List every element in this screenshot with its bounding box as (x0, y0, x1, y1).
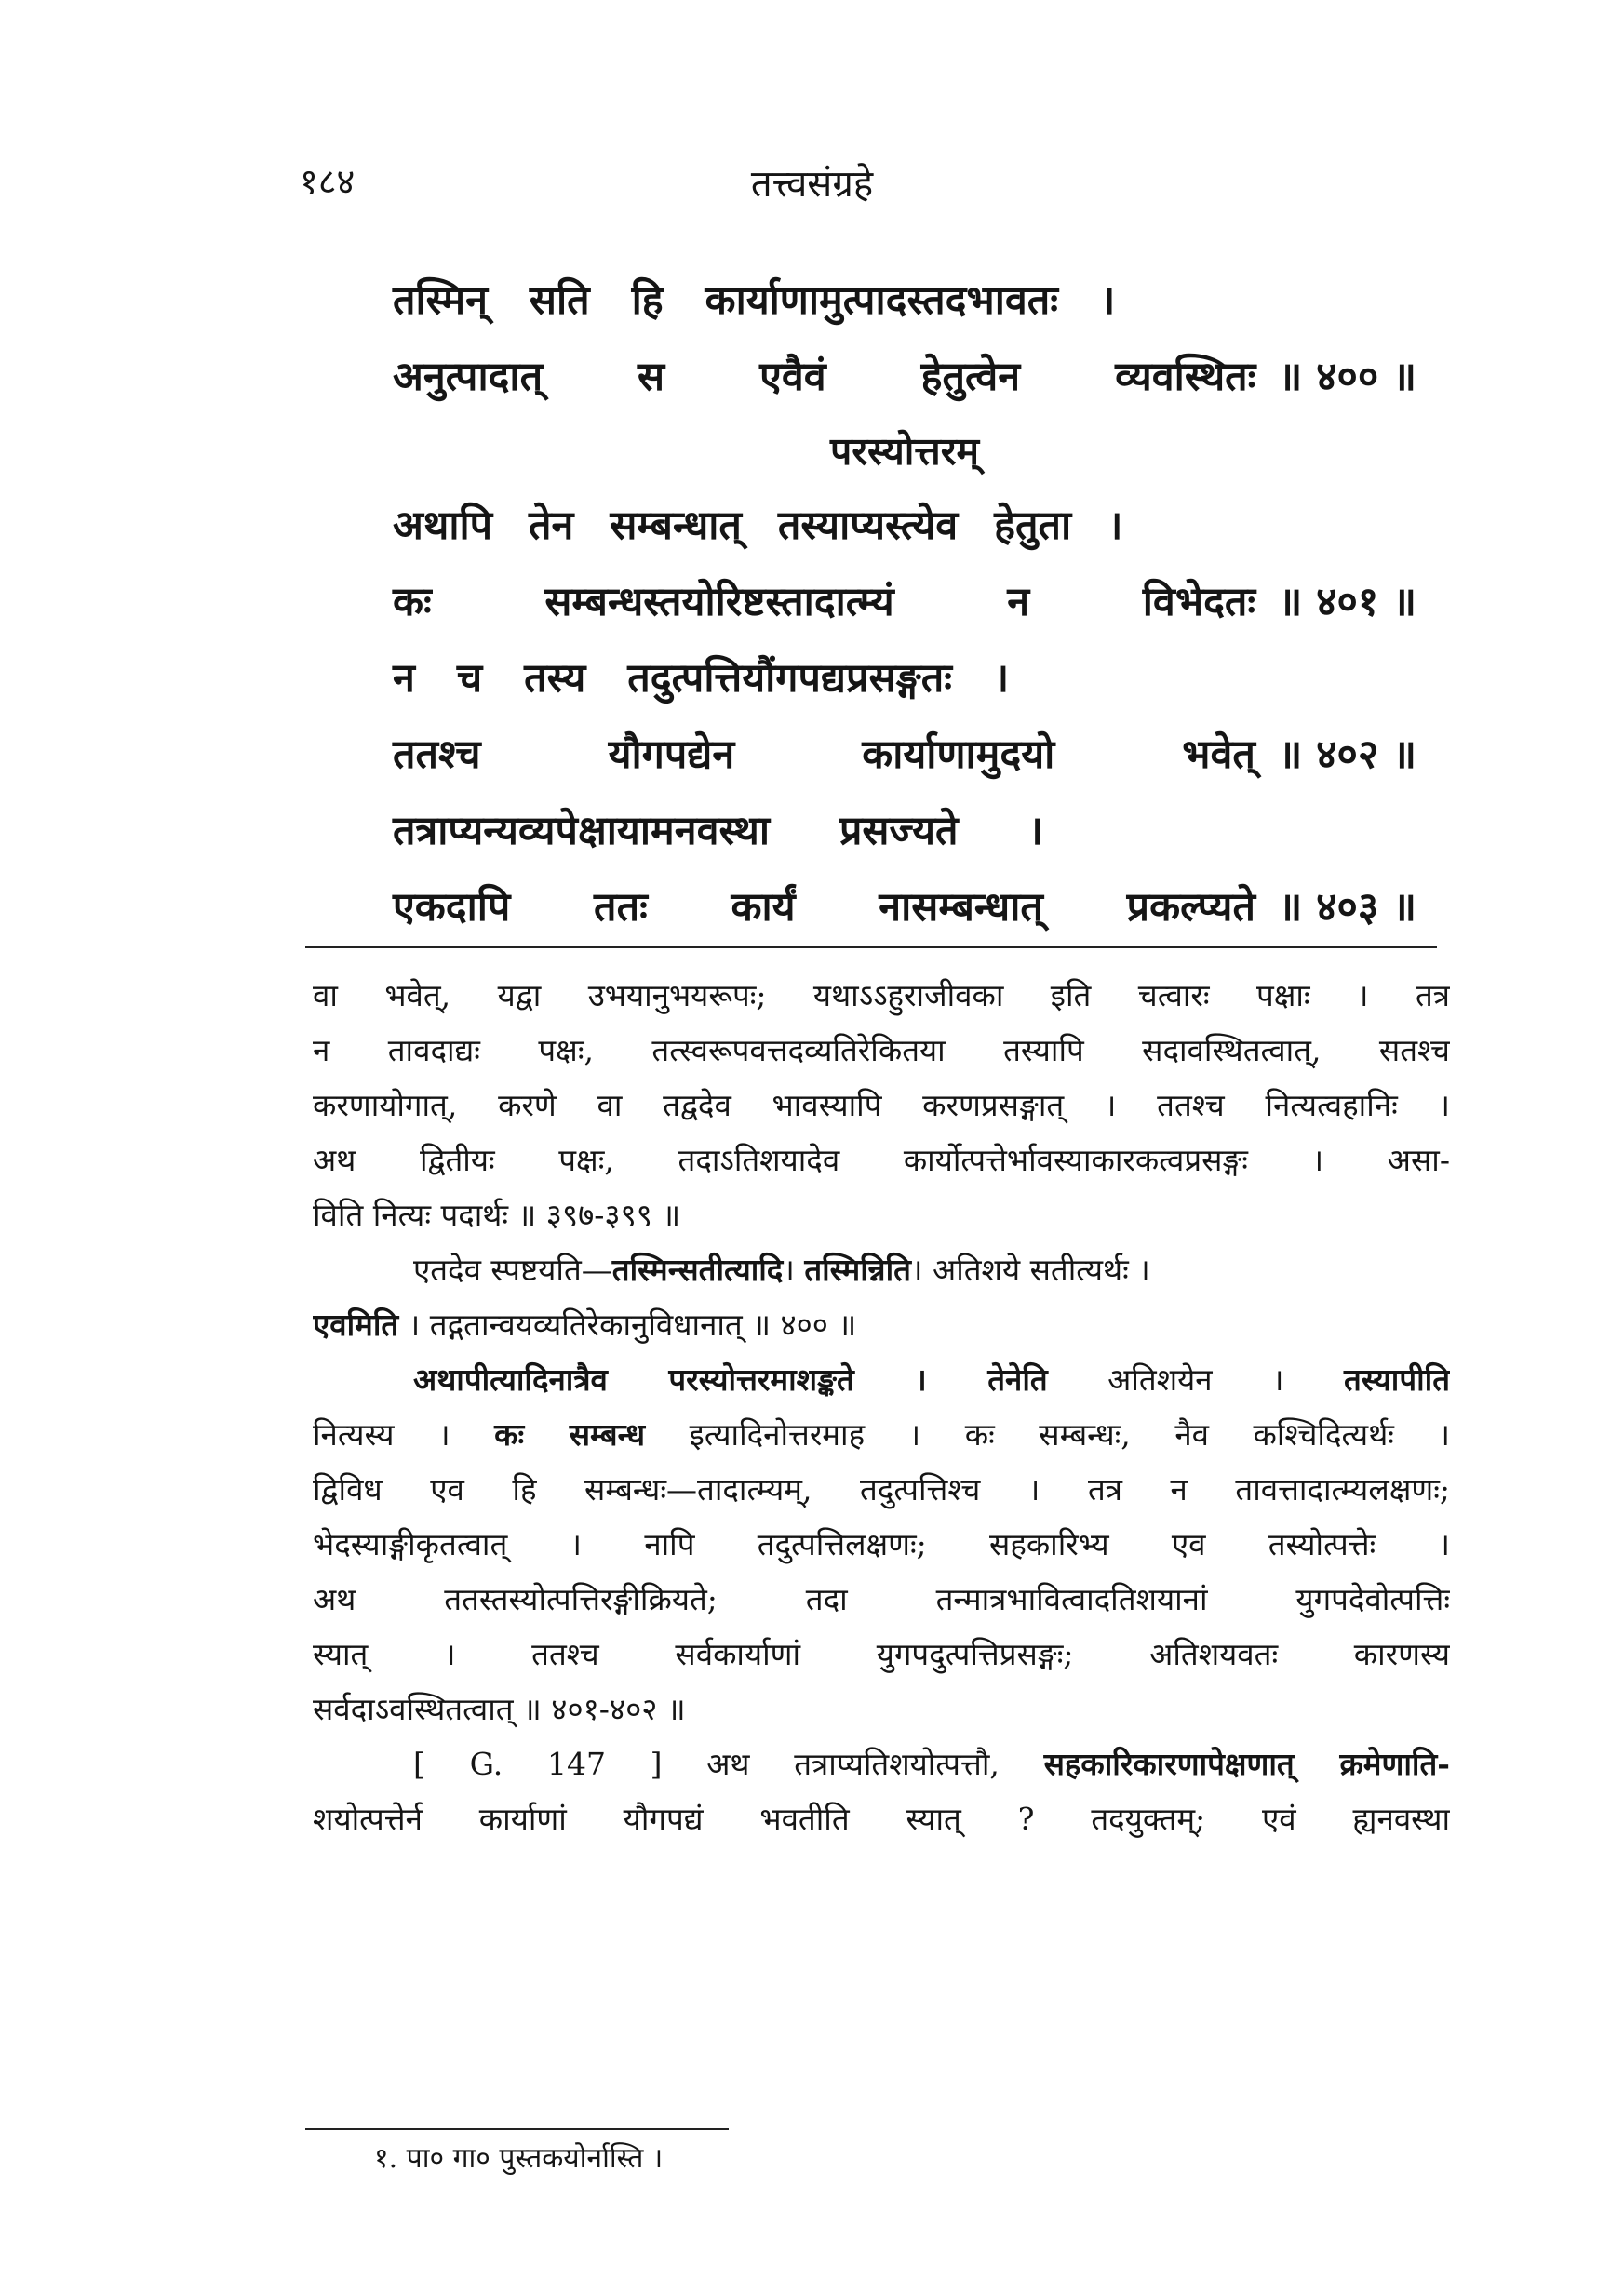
commentary-text: इत्यादिनोत्तरमाह । कः सम्बन्धः, नैव कश्चिदित्यर्थः । (645, 1416, 1450, 1453)
commentary-line (313, 1242, 1450, 1297)
lemma: तस्मिन्निति (804, 1252, 911, 1288)
verse-text: न च तस्य तदुत्पत्तियौंगपद्यप्रसङ्गतः । (393, 655, 1010, 702)
verse-divider-rule (305, 946, 1437, 948)
commentary-line: वा भवेत्, यद्वा उभयानुभयरूपः; यथाऽऽहुराजीवका इति चत्वारः पक्षाः । तत्र (313, 977, 1450, 1013)
lemma: तस्यापीति (1344, 1361, 1450, 1398)
commentary-line (313, 1407, 1450, 1462)
footnote: १. पा० गा० पुस्तकयोर्नास्ति । (374, 2142, 664, 2175)
commentary-line: सर्वदाऽवस्थितत्वात् ॥ ४०१-४०२ ॥ (313, 1691, 686, 1727)
verse-subheading: परस्योत्तरम् (829, 429, 980, 474)
verse-text: तत्राप्यन्यव्यपेक्षायामनवस्था प्रसज्यते । (393, 808, 1043, 854)
verse-line (393, 640, 1416, 717)
commentary-text: । अतिशये सतीत्यर्थः । (910, 1252, 1150, 1288)
verse-number: ॥ ४०० ॥ (1278, 354, 1416, 400)
page-number: १८४ (300, 161, 356, 202)
verse-text: तस्मिन् सति हि कार्याणामुत्पादस्तदभावतः । (393, 277, 1116, 324)
verse-line (393, 869, 1416, 945)
running-title: तत्त्वसंग्रहे (750, 163, 874, 206)
commentary-text: अतिशयेन । (1047, 1361, 1345, 1398)
lemma: तेनेति (987, 1361, 1048, 1398)
lemma: अथापीत्यादिनात्रैव परस्योत्तरमाशङ्कते । (413, 1361, 988, 1398)
commentary-paragraph (313, 1736, 1450, 1846)
verse-text: एकदापि ततः कार्यं नासम्बन्धात् प्रकल्प्यते (393, 884, 1255, 931)
commentary-text: एतदेव स्पष्टयति— (413, 1252, 612, 1288)
verse-text: अथापि तेन सम्बन्धात् तस्याप्यस्त्येव हेतुता । (393, 503, 1123, 549)
commentary-line: अथ ततस्तस्योत्पत्तिरङ्गीक्रियते; तदा तन्मात्रभावित्वादतिशयानां युगपदेवोत्पत्तिः (313, 1581, 1450, 1617)
commentary-line: अथ द्वितीयः पक्षः, तदाऽतिशयादेव कार्योत्पत्तेर्भावस्याकारकत्वप्रसङ्गः । असा- (313, 1142, 1450, 1178)
commentary (313, 968, 1450, 1846)
verse-text: अनुत्पादात् स एवैवं हेतुत्वेन व्यवस्थितः (393, 354, 1256, 400)
commentary-text: नित्यस्य । (313, 1416, 495, 1453)
verse-text: ततश्च यौगपद्येन कार्याणामुदयो भवेत् (393, 731, 1255, 778)
verse-block (393, 262, 1416, 945)
commentary-line: शयोत्पत्तेर्न कार्याणां यौगपद्यं भवतीति स्यात् ? तदयुक्तम्; एवं ह्यनवस्था (313, 1801, 1450, 1837)
lemma: कः सम्बन्ध (494, 1416, 646, 1453)
lemma: तस्मिन्सतीत्यादि (611, 1252, 784, 1288)
commentary-line: स्यात् । ततश्च सर्वकार्याणां युगपदुत्पत्तिप्रसङ्गः; अतिशयवतः कारणस्य (313, 1636, 1450, 1672)
verse-line (393, 793, 1416, 869)
commentary-paragraph (313, 968, 1450, 1242)
lemma: एवमिति (313, 1307, 399, 1343)
page-header (0, 156, 1624, 212)
commentary-line (313, 1352, 1450, 1407)
commentary-line: करणायोगात्, करणे वा तद्वदेव भावस्यापि करणप्रसङ्गात् । ततश्च नित्यत्वहानिः । (313, 1087, 1450, 1123)
commentary-text: । तद्गतान्वयव्यतिरेकानुविधानात् ॥ ४०० ॥ (398, 1307, 857, 1343)
commentary-paragraph (313, 1242, 1450, 1352)
commentary-line (313, 1297, 1450, 1352)
commentary-line: न तावदाद्यः पक्षः, तत्स्वरूपवत्तदव्यतिरेकितया तस्यापि सदावस्थितत्वात्, सतश्च (313, 1032, 1450, 1068)
verse-line (393, 262, 1416, 339)
footnote-rule (305, 2128, 729, 2130)
commentary-line: द्विविध एव हि सम्बन्धः—तादात्म्यम्, तदुत्पत्तिश्च । तत्र न तावत्तादात्म्यलक्षणः; (313, 1471, 1450, 1508)
verse-number: ॥ ४०१ ॥ (1278, 579, 1416, 625)
verse-number: ॥ ४०२ ॥ (1278, 731, 1416, 778)
verse-line (393, 564, 1416, 640)
verse-text: कः सम्बन्धस्तयोरिष्टस्तादात्म्यं न विभेदतः (393, 579, 1256, 625)
commentary-text: । (783, 1252, 805, 1288)
verse-line (393, 488, 1416, 564)
verse-line (393, 339, 1416, 415)
commentary-line (313, 1736, 1450, 1791)
lemma: सहकारिकारणापेक्षणात् क्रमेणाति- (1043, 1746, 1450, 1782)
commentary-line: विति नित्यः पदार्थः ॥ ३९७-३९९ ॥ (313, 1197, 681, 1233)
verse-line (393, 717, 1416, 793)
commentary-text: [ G. 147 ] अथ तत्राप्यतिशयोत्पत्तौ, (413, 1746, 1044, 1782)
verse-number: ॥ ४०३ ॥ (1278, 884, 1416, 931)
commentary-line: भेदस्याङ्गीकृतत्वात् । नापि तदुत्पत्तिलक्षणः; सहकारिभ्य एव तस्योत्पत्तेः । (313, 1526, 1450, 1562)
commentary-paragraph (313, 1352, 1450, 1736)
